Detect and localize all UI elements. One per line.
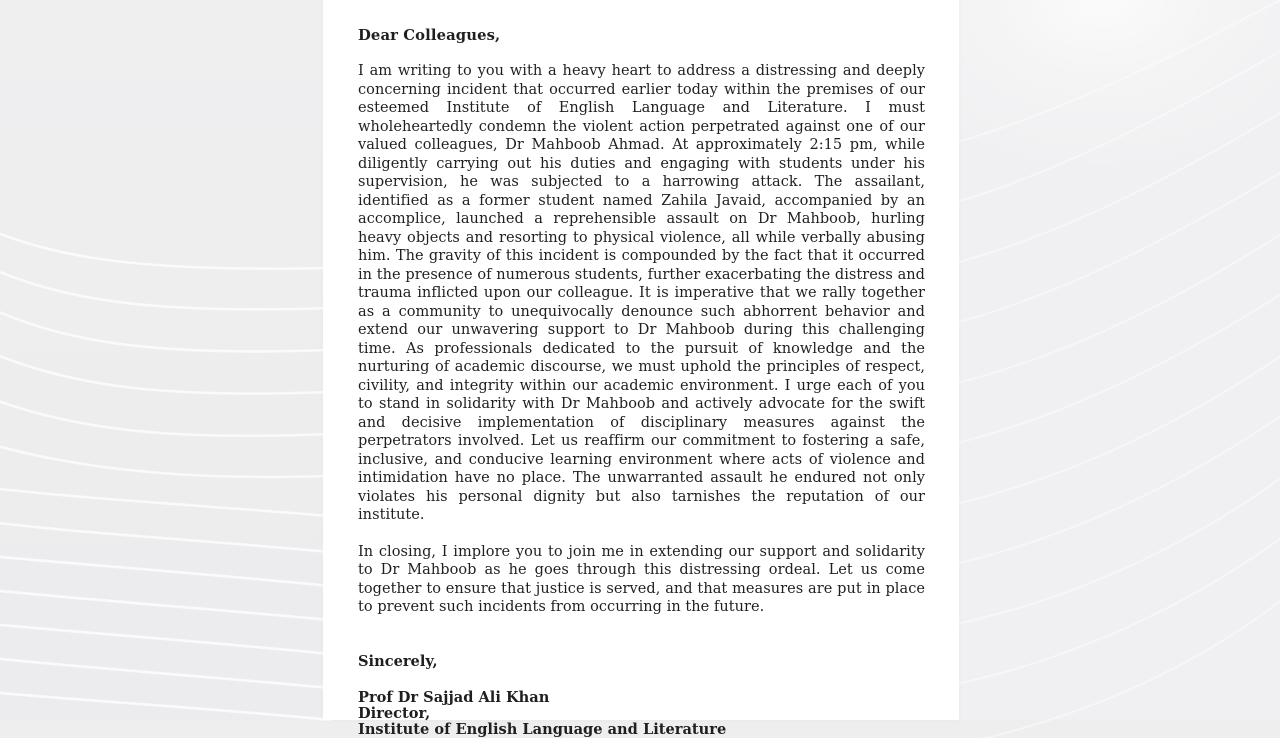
letter-paragraph-2: In closing, I implore you to join me in extending our support and solidarity to Dr Mahboob as he goes through this distressing ordeal. Let us come together to ensure that justice is served, and that measures are put in place to prevent such incidents from occurring in the future. — [358, 543, 925, 615]
background-left-panel — [0, 0, 323, 720]
signature-title: Director, — [358, 704, 431, 722]
signature-organization: Institute of English Language and Literature — [358, 720, 727, 738]
letter-document — [323, 0, 959, 738]
signature-name: Prof Dr Sajjad Ali Khan — [358, 688, 550, 706]
background-right-panel — [958, 0, 1280, 720]
wave-pattern-right-icon — [958, 0, 1280, 720]
letter-closing: Sincerely, — [358, 652, 438, 670]
letter-paragraph-1: I am writing to you with a heavy heart to address a distressing and deeply concerning incident that occurred earlier today within the premises of our esteemed Institute of English Language and Literature. I must wholeheartedly condemn the violent action perpetrated against one of our valued colleagues, Dr Mahboob Ahmad. At approximately 2:15 pm, while diligently carrying out his duties and engaging with students under his supervision, he was subjected to a harrowing attack. The assailant, identified as a former student named Zahila Javaid, accompanied by an accomplice, launched a reprehensible assault on Dr Mahboob, hurling heavy objects and resorting to physical violence, all while verbally abusing him. The gravity of this incident is compounded by the fact that it occurred in the presence of numerous students, further exacerbating the distress and trauma inflicted upon our colleague. It is imperative that we rally together as a community to unequivocally denounce such abhorrent behavior and extend our unwavering support to Dr Mahboob during this challenging time. As professionals dedicated to the pursuit of knowledge and the nurturing of academic discourse, we must uphold the principles of respect, civility, and integrity within our academic environment. I urge each of you to stand in solidarity with Dr Mahboob and actively advocate for the swift and decisive implementation of disciplinary measures against the perpetrators involved. Let us reaffirm our commitment to fostering a safe, inclusive, and conducive learning environment where acts of violence and intimidation have no place. The unwarranted assault he endured not only violates his personal dignity but also tarnishes the reputation of our institute. — [358, 63, 925, 523]
signature-block — [358, 690, 925, 738]
letter-salutation: Dear Colleagues, — [358, 27, 501, 44]
wave-pattern-left-icon — [0, 0, 323, 720]
